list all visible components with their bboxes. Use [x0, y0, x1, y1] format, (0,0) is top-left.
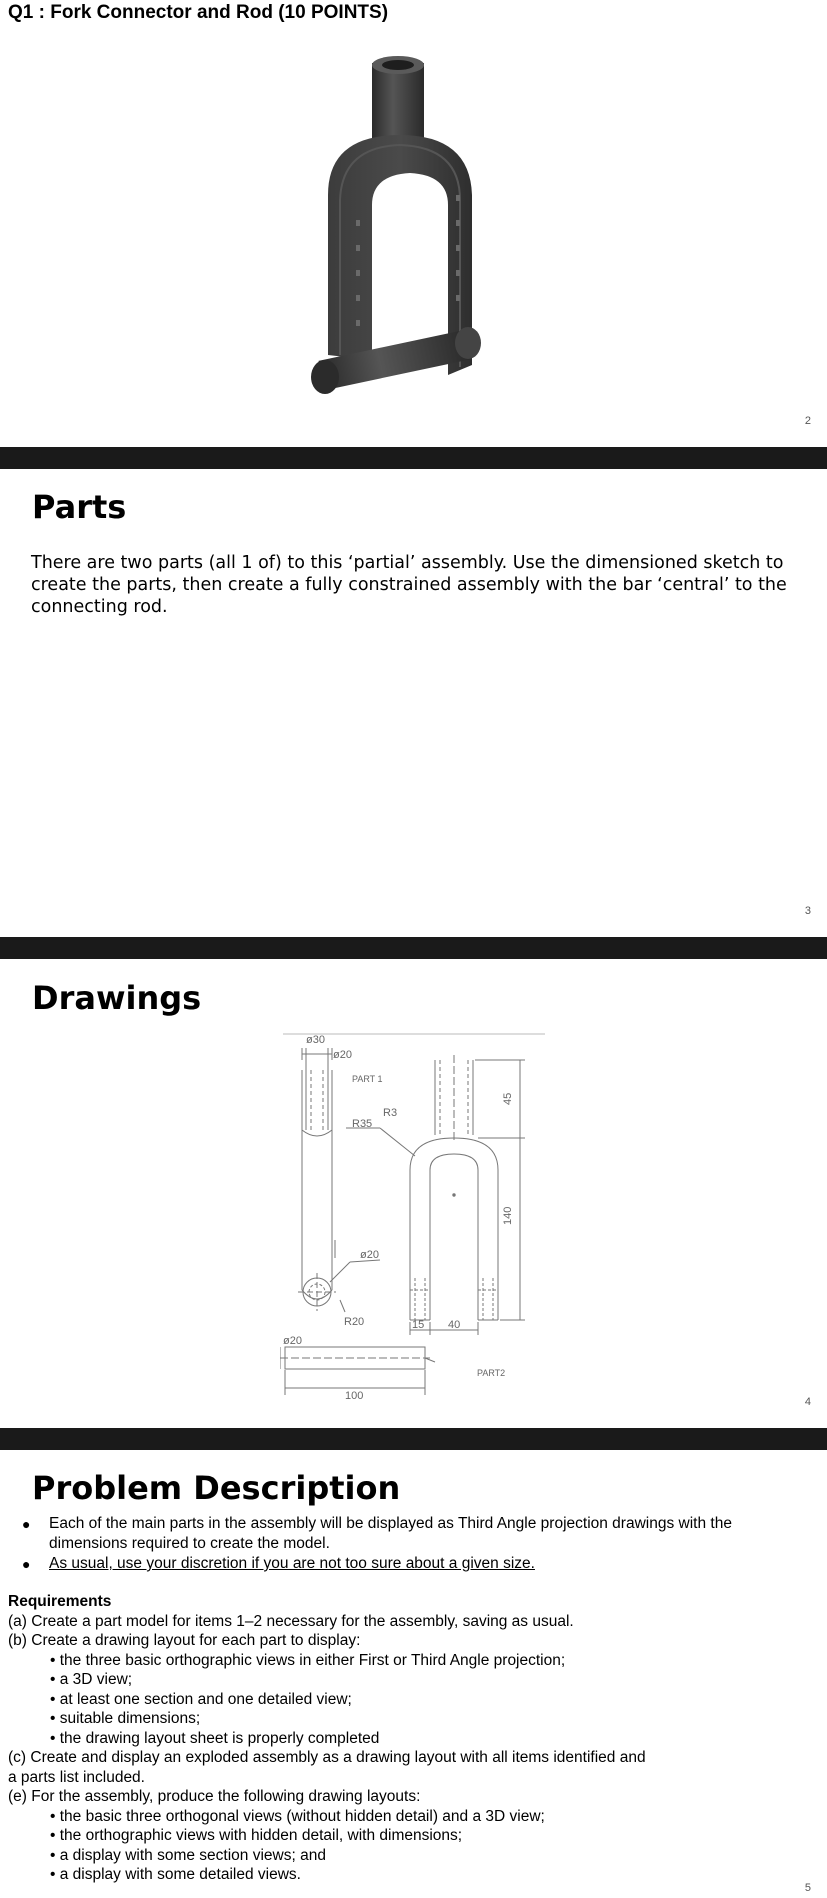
- dimensioned-sketch: [280, 1030, 550, 1410]
- part2-label: PART2: [477, 1368, 506, 1378]
- req-c: (c) Create and display an exploded assembly as a drawing layout with all items identified and: [8, 1749, 646, 1766]
- parts-description: There are two parts (all 1 of) to this ‘partial’ assembly. Use the dimensioned sketch to create the parts, then create a fully constrained assembly with the bar ‘central’ to the connecting rod.: [31, 553, 787, 617]
- dim-r20: R20: [344, 1316, 365, 1328]
- req-e-item: • a display with some detailed views.: [50, 1866, 301, 1883]
- page-number: 4: [804, 1396, 811, 1408]
- dim-d30: ø30: [306, 1034, 325, 1046]
- req-b-item: • at least one section and one detailed view;: [50, 1690, 352, 1708]
- req-c-cont: a parts list included.: [8, 1768, 145, 1786]
- page-divider: [0, 447, 827, 469]
- dim-r35: R35: [352, 1118, 373, 1130]
- fork-connector-render: [300, 55, 510, 435]
- bullet-text: Each of the main parts in the assembly will be displayed as Third Angle projection drawings with the dimensions required to create the model.: [49, 1515, 732, 1552]
- dim-140: 140: [502, 1206, 514, 1225]
- page-number: 3: [804, 905, 811, 917]
- page-divider: [0, 1428, 827, 1450]
- question-title: Q1 : Fork Connector and Rod (10 POINTS): [8, 2, 389, 23]
- req-b: (b) Create a drawing layout for each part to display:: [8, 1632, 361, 1649]
- req-e: (e) For the assembly, produce the following drawing layouts:: [8, 1788, 421, 1805]
- req-b-item: • the three basic orthographic views in either First or Third Angle projection;: [50, 1651, 566, 1669]
- bullet-dot: ●: [22, 1516, 31, 1532]
- part1-label: PART 1: [352, 1074, 383, 1084]
- req-e-item: • the basic three orthogonal views (without hidden detail) and a 3D view;: [50, 1807, 545, 1825]
- requirements-title: Requirements: [8, 1593, 112, 1610]
- list-item: [22, 1514, 802, 1554]
- parts-heading: Parts: [32, 488, 127, 526]
- drawings-heading: Drawings: [32, 979, 202, 1017]
- page-number: 2: [804, 415, 811, 427]
- dim-r3: R3: [383, 1107, 398, 1119]
- requirements-section: [8, 1592, 808, 1885]
- req-e-item: • the orthographic views with hidden detail, with dimensions;: [50, 1827, 463, 1844]
- page-divider: [0, 937, 827, 959]
- dim-15: 15: [412, 1319, 425, 1331]
- bullet-dot: ●: [22, 1556, 31, 1572]
- dim-100: 100: [345, 1390, 364, 1402]
- dim-45: 45: [502, 1092, 514, 1105]
- dim-d20-top: ø20: [333, 1049, 352, 1061]
- req-b-item: • suitable dimensions;: [50, 1710, 201, 1727]
- req-b-item: • the drawing layout sheet is properly completed: [50, 1729, 380, 1747]
- dim-d20-mid: ø20: [360, 1249, 379, 1261]
- req-e-item: • a display with some section views; and: [50, 1846, 326, 1864]
- problem-heading: Problem Description: [32, 1469, 401, 1507]
- page-number: 5: [804, 1882, 811, 1894]
- req-b-item: • a 3D view;: [50, 1671, 133, 1688]
- req-a: (a) Create a part model for items 1–2 necessary for the assembly, saving as usual.: [8, 1612, 574, 1630]
- dim-d20-bar: ø20: [283, 1335, 302, 1347]
- problem-bullets: [22, 1514, 802, 1574]
- bullet-text: As usual, use your discretion if you are not too sure about a given size.: [49, 1555, 535, 1572]
- dim-40: 40: [448, 1319, 461, 1331]
- list-item: [22, 1554, 802, 1574]
